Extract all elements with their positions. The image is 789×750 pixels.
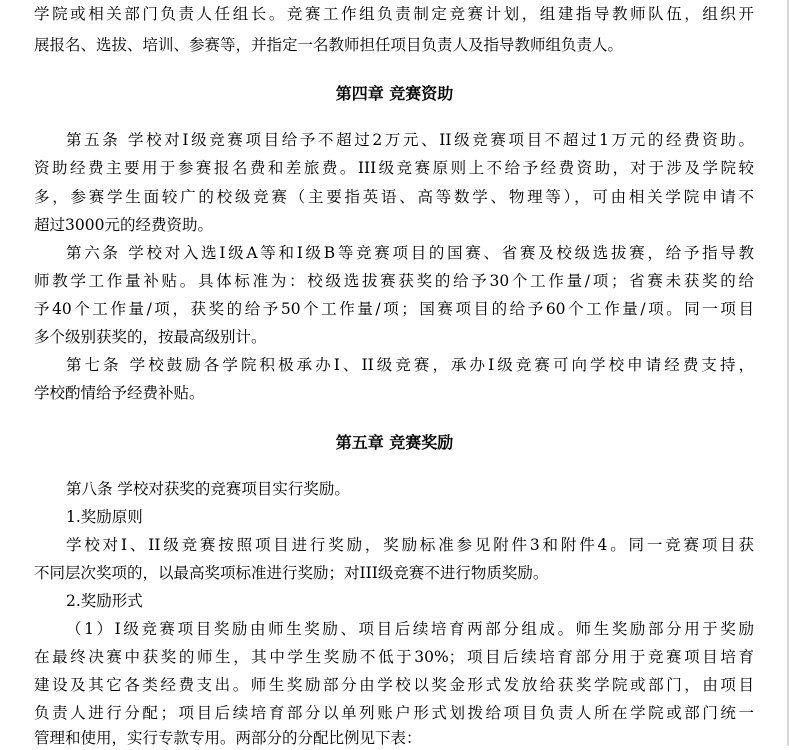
paragraph-line: 学院或相关部门负责人任组长。竞赛工作组负责制定竞赛计划，组建指导教师队伍，组织开 xyxy=(34,5,754,23)
article-5-line: 资助经费主要用于参赛报名费和差旅费。III级竞赛原则上不给予经费资助，对于涉及学院较 xyxy=(34,159,754,177)
chapter-4-heading: 第四章 竞赛资助 xyxy=(335,84,454,103)
article-6-line: 予40个工作量/项，获奖的给予50个工作量/项；国赛项目的给予60个工作量/项。同一项目 xyxy=(34,300,754,318)
article-8-line: （1）I级竞赛项目奖励由师生奖励、项目后续培育两部分组成。师生奖励部分用于奖励 xyxy=(66,620,754,638)
article-8-line: 在最终决赛中获奖的师生，其中学生奖励不低于30%；项目后续培育部分用于竞赛项目培育 xyxy=(34,648,754,666)
article-5-line: 多，参赛学生面较广的校级竞赛（主要指英语、高等数学、物理等），可由相关学院申请不 xyxy=(34,188,754,206)
article-6-line: 第六条 学校对入选I级A等和I级B等竞赛项目的国赛、省赛及校级选拔赛，给予指导教 xyxy=(66,244,754,262)
article-5-line: 第五条 学校对I级竞赛项目给予不超过2万元、II级竞赛项目不超过1万元的经费资助。 xyxy=(66,131,754,149)
chapter-5-heading: 第五章 竞赛奖励 xyxy=(335,433,454,452)
article-8-line: 不同层次奖项的，以最高奖项标准进行奖励；对III级竞赛不进行物质奖励。 xyxy=(34,564,549,582)
article-6-line: 多个级别获奖的，按最高级别计。 xyxy=(34,328,267,346)
article-5-line: 超过3000元的经费资助。 xyxy=(34,216,213,234)
article-8-line: 学校对I、II级竞赛按照项目进行奖励，奖励标准参见附件3和附件4。同一竞赛项目获 xyxy=(66,536,754,554)
article-8-subheading: 2.奖励形式 xyxy=(66,592,143,610)
article-6-line: 师教学工作量补贴。具体标准为：校级选拔赛获奖的给予30个工作量/项；省赛未获奖的给 xyxy=(34,272,754,290)
article-8-line: 管理和使用，实行专款专用。两部分的分配比例见下表： xyxy=(34,729,422,747)
article-8-line: 第八条 学校对获奖的竞赛项目实行奖励。 xyxy=(66,480,350,498)
article-7-line: 第七条 学校鼓励各学院积极承办I、II级竞赛，承办I级竞赛可向学校申请经费支持， xyxy=(66,356,754,374)
article-8-line: 建设及其它各类经费支出。师生奖励部分由学校以奖金形式发放给获奖学院或部门，由项目 xyxy=(34,676,754,694)
article-8-subheading: 1.奖励原则 xyxy=(66,508,143,526)
article-8-line: 负责人进行分配；项目后续培育部分以单列账户形式划拨给项目负责人所在学院或部门统一 xyxy=(34,704,754,722)
paragraph-line: 展报名、选拔、培训、参赛等，并指定一名教师担任项目负责人及指导教师组负责人。 xyxy=(34,36,624,54)
article-7-line: 学校酌情给予经费补贴。 xyxy=(34,384,205,402)
